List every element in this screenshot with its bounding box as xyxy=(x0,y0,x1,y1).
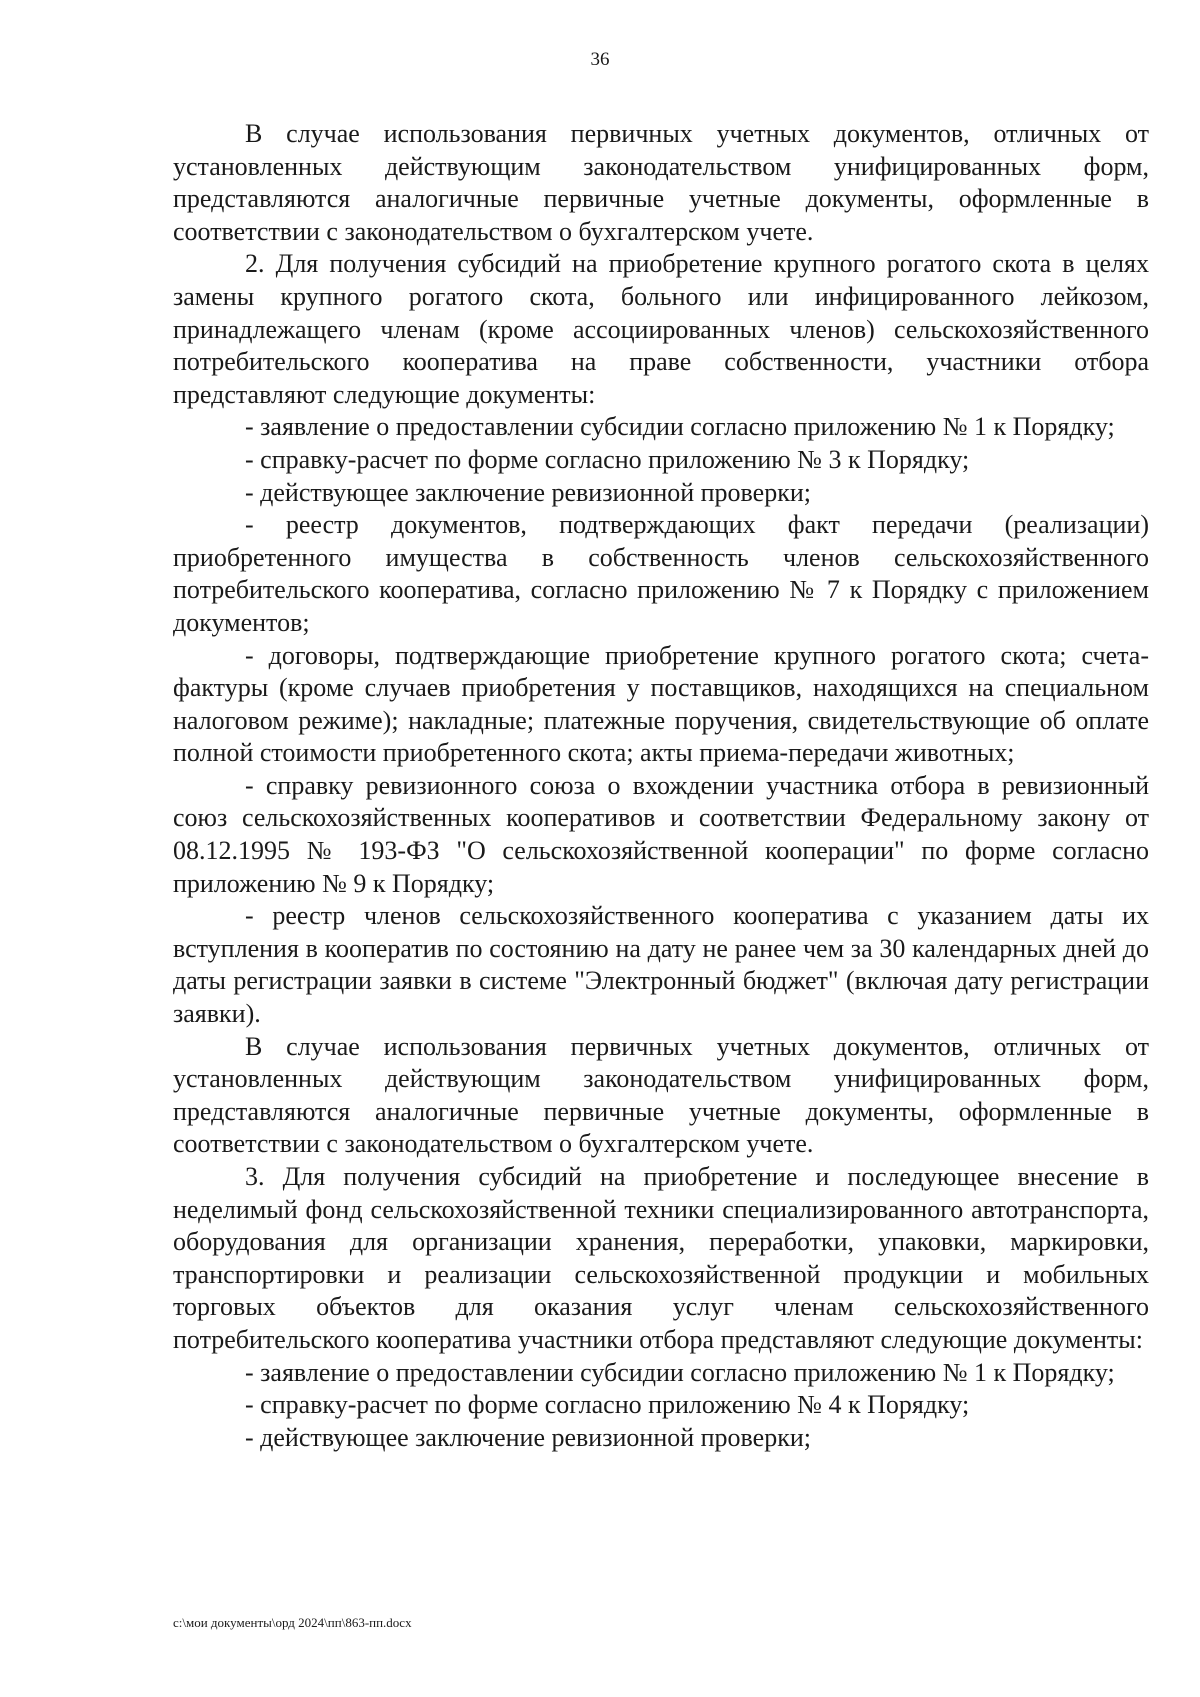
list-item-members-registry: - реестр членов сельскохозяйственного кооператива с указанием даты их вступления в кооператив по состоянию на дату не ранее чем за 30 календарных дней до даты регистрации заявки в системе "Электронный бюджет" (включая дату регистрации заявки). xyxy=(173,901,1149,1029)
paragraph-item-3-equipment-subsidy: 3. Для получения субсидий на приобретение и последующее внесение в неделимый фонд сельскохозяйственной техники специализированного автотранспорта, оборудования для организации хранения, переработки, упаковки, маркировки, транспортировки и реализации сельскохозяйственной продукции и мобильных торговых объектов для оказания услуг членам сельскохозяйственного потребительского кооператива участники отбора представляют следующие документы: xyxy=(173,1162,1149,1354)
footer-file-path: c:\мои документы\орд 2024\пп\863-пп.docx xyxy=(173,1615,412,1630)
document-body xyxy=(173,118,1149,1454)
list-item-calculation-form-4: - справку-расчет по форме согласно приложению № 4 к Порядку; xyxy=(245,1390,970,1420)
paragraph-primary-docs-note-2: В случае использования первичных учетных документов, отличных от установленных действующим законодательством унифицированных форм, представляются аналогичные первичные учетные документы, оформленные в соответствии с законодательством о бухгалтерском учете. xyxy=(173,1031,1149,1159)
list-item-audit-conclusion-2: - действующее заключение ревизионной проверки; xyxy=(245,1422,811,1452)
paragraph-primary-docs-note-1: В случае использования первичных учетных документов, отличных от установленных действующим законодательством унифицированных форм, представляются аналогичные первичные учетные документы, оформленные в соответствии с законодательством о бухгалтерском учете. xyxy=(173,119,1149,246)
list-item-calculation-form-3: - справку-расчет по форме согласно приложению № 3 к Порядку; xyxy=(245,444,970,474)
list-item-application: - заявление о предоставлении субсидии согласно приложению № 1 к Порядку; xyxy=(245,412,1115,442)
paragraph-item-2-cattle-subsidy: 2. Для получения субсидий на приобретение крупного рогатого скота в целях замены крупного рогатого скота, больного или инфицированного лейкозом, принадлежащего членам (кроме ассоциированных членов) сельскохозяйственного потребительского кооператива на праве собственности, участники отбора представляют следующие документы: xyxy=(173,249,1149,409)
list-item-audit-union-certificate: - справку ревизионного союза о вхождении участника отбора в ревизионный союз сельскохозяйственных кооперативов и соответствии Федеральному закону от 08.12.1995 № 193-ФЗ "О сельскохозяйственной кооперации" по форме согласно приложению № 9 к Порядку; xyxy=(173,770,1149,898)
list-item-transfer-registry: - реестр документов, подтверждающих факт передачи (реализации) приобретенного имущества в собственность членов сельскохозяйственного потребительского кооператива, согласно приложению № 7 к Порядку с приложением документов; xyxy=(173,510,1149,637)
page-number: 36 xyxy=(590,49,610,70)
list-item-application-2: - заявление о предоставлении субсидии согласно приложению № 1 к Порядку; xyxy=(245,1357,1115,1387)
list-item-purchase-contracts: - договоры, подтверждающие приобретение крупного рогатого скота; счета-фактуры (кроме случаев приобретения у поставщиков, находящихся на специальном налоговом режиме); накладные; платежные поручения, свидетельствующие об оплате полной стоимости приобретенного скота; акты приема-передачи животных; xyxy=(173,640,1149,768)
list-item-audit-conclusion: - действующее заключение ревизионной проверки; xyxy=(245,477,811,507)
